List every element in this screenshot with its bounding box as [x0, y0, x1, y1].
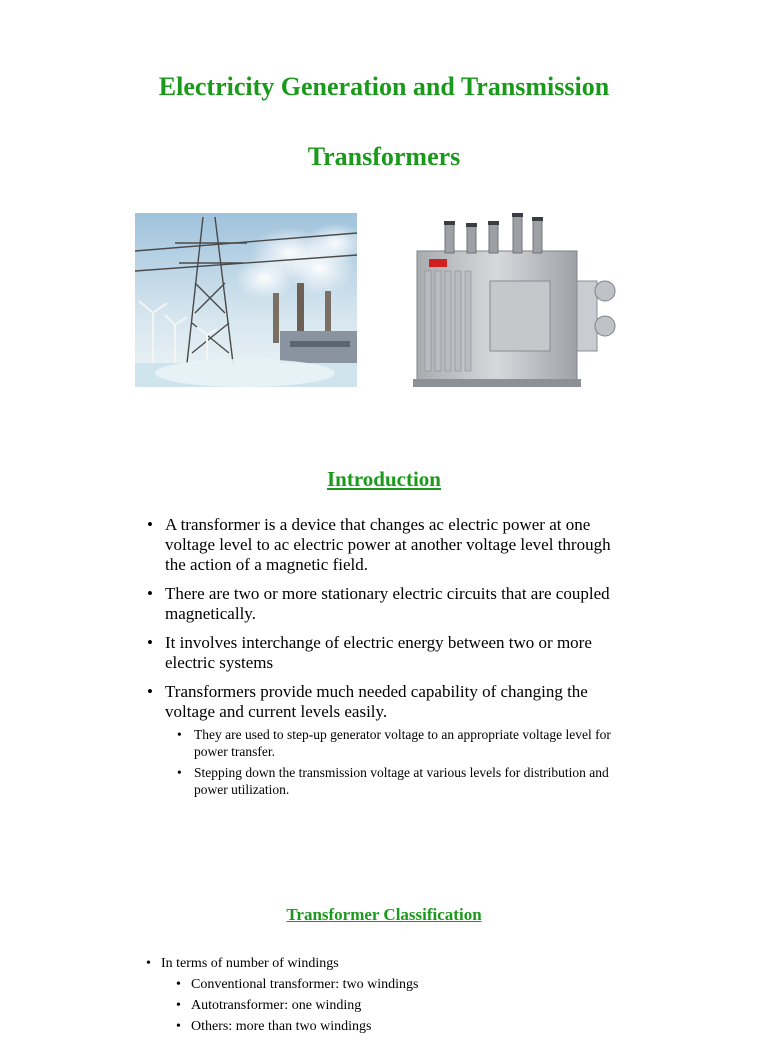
list-item: • Conventional transformer: two windings: [175, 976, 625, 993]
introduction-sub-list: [173, 726, 625, 798]
power-generation-photo: [135, 213, 357, 387]
list-item: • In terms of number of windings • Conventional transformer: two windings • Autotransformer: one winding • Others: more than two windings: [145, 955, 625, 1035]
introduction-bullet-list: [145, 515, 625, 807]
list-item: • Stepping down the transmission voltage at various levels for distribution and power utilization.: [173, 764, 625, 798]
list-item: • Others: more than two windings: [175, 1018, 625, 1035]
classification-sub-list: [175, 976, 625, 1035]
list-item: • There are two or more stationary electric circuits that are coupled magnetically.: [145, 584, 625, 624]
list-item: • It involves interchange of electric energy between two or more electric systems: [145, 633, 625, 673]
page-subtitle: Transformers: [307, 142, 461, 171]
list-item: • They are used to step-up generator voltage to an appropriate voltage level for power transfer.: [173, 726, 625, 760]
list-item: • Transformers provide much needed capability of changing the voltage and current levels easily. • They are used to step-up generator voltage to an appropriate voltage level for power transfer. • Stepping down the transmission voltage at various levels for distribution and power utilization.: [145, 682, 625, 798]
transformer-photo: [405, 211, 623, 389]
classification-heading: Transformer Classification: [286, 905, 482, 924]
list-item: • A transformer is a device that changes ac electric power at one voltage level to ac electric power at another voltage level through the action of a magnetic field.: [145, 515, 625, 575]
introduction-heading: Introduction: [327, 467, 441, 491]
list-item: • Autotransformer: one winding: [175, 997, 625, 1014]
page-title: Electricity Generation and Transmission: [158, 72, 610, 101]
classification-bullet-list: [145, 955, 625, 1039]
